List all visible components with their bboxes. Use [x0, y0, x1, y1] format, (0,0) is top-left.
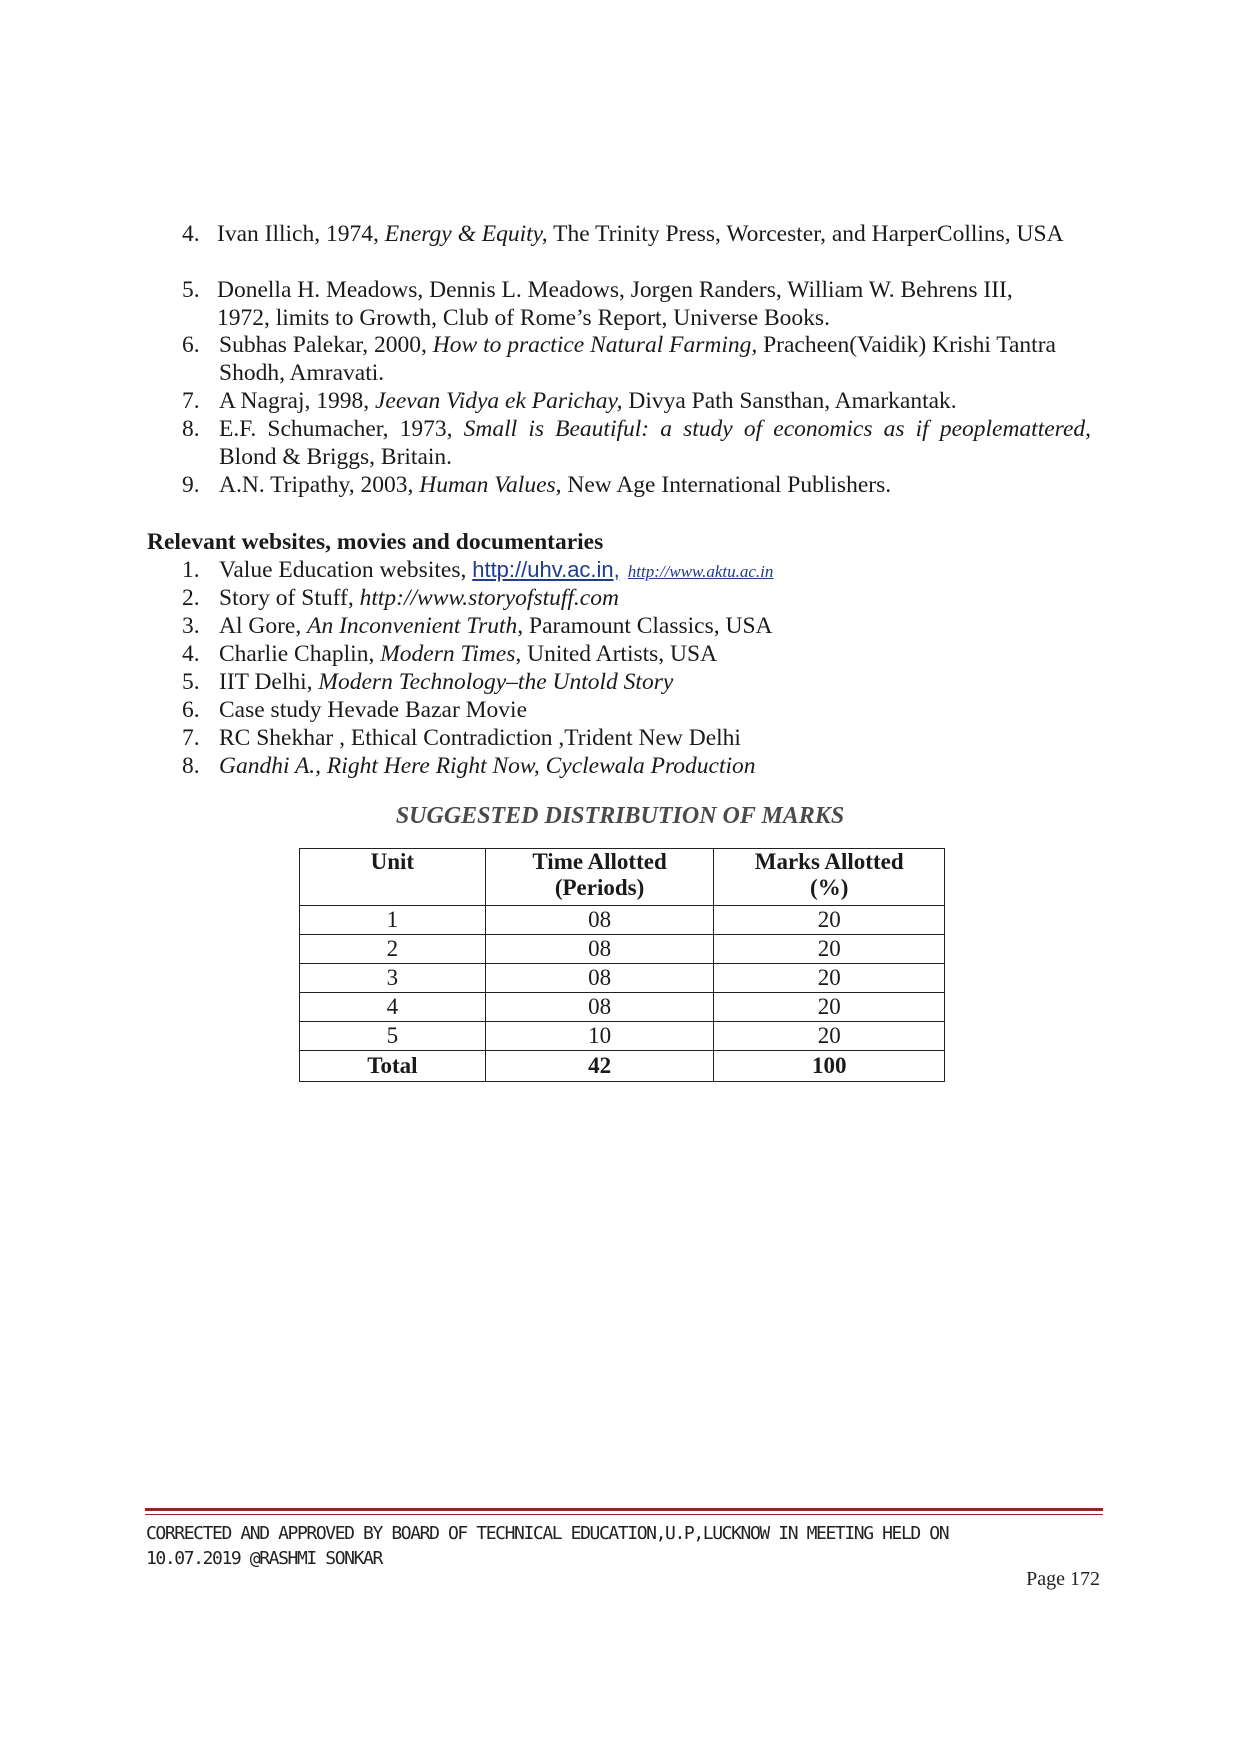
website-text: RC Shekhar , Ethical Contradiction ,Trident New Delhi — [219, 725, 741, 751]
cell-total-label: Total — [300, 1051, 486, 1082]
website-number: 5. — [182, 669, 200, 695]
cell-unit: 4 — [300, 993, 486, 1022]
aktu-link[interactable]: http://www.aktu.ac.in — [627, 562, 774, 581]
website-text: IIT Delhi, Modern Technology–the Untold Story — [219, 669, 674, 695]
header-time-allotted: Time Allotted (Periods) — [485, 849, 714, 906]
website-number: 8. — [182, 753, 200, 779]
website-number: 4. — [182, 641, 200, 667]
cell-unit: 1 — [300, 906, 486, 935]
reference-title: How to practice Natural Farming, — [432, 332, 758, 358]
website-text: Case study Hevade Bazar Movie — [219, 697, 528, 723]
reference-title: Human Values — [419, 472, 556, 498]
website-text: Al Gore, An Inconvenient Truth, Paramount Classics, USA — [219, 613, 773, 639]
table-total-row — [300, 1051, 945, 1082]
cell-marks: 20 — [714, 993, 945, 1022]
uhv-link[interactable]: http://uhv.ac.in, — [472, 557, 620, 582]
reference-number: 6. — [182, 332, 200, 358]
table-row — [300, 906, 945, 935]
website-number: 6. — [182, 697, 200, 723]
reference-title: Jeevan Vidya ek Parichay, — [375, 388, 623, 414]
cell-time: 08 — [485, 906, 714, 935]
footer-line-1: CORRECTED AND APPROVED BY BOARD OF TECHNICAL EDUCATION,U.P,LUCKNOW IN MEETING HELD ON — [146, 1523, 949, 1544]
website-number: 2. — [182, 585, 200, 611]
cell-marks: 20 — [714, 1022, 945, 1051]
reference-text: Donella H. Meadows, Dennis L. Meadows, Jorgen Randers, William W. Behrens III, 1972, limits to Growth, Club of Rome’s Report, Universe Books. — [217, 277, 1013, 331]
page-number: Page 172 — [1026, 1568, 1100, 1590]
website-text: Value Education websites, http://uhv.ac.in, http://www.aktu.ac.in — [219, 557, 774, 583]
marks-table-title: SUGGESTED DISTRIBUTION OF MARKS — [395, 803, 845, 829]
reference-number: 9. — [182, 472, 200, 498]
cell-time: 10 — [485, 1022, 714, 1051]
header-marks-allotted: Marks Allotted (%) — [714, 849, 945, 906]
cell-time: 08 — [485, 964, 714, 993]
reference-text: E.F. Schumacher, 1973, Small is Beautiful: a study of economics as if peoplemattered, Blond & Briggs, Britain. — [219, 416, 1091, 470]
website-text: Story of Stuff, http://www.storyofstuff.com — [219, 585, 619, 611]
table-row — [300, 1022, 945, 1051]
cell-time: 08 — [485, 993, 714, 1022]
table-row — [300, 993, 945, 1022]
reference-number: 8. — [182, 416, 200, 442]
footer-approval-note — [146, 1521, 1106, 1571]
table-header-row — [300, 849, 945, 906]
website-number: 3. — [182, 613, 200, 639]
cell-marks: 20 — [714, 906, 945, 935]
storyofstuff-link[interactable]: http://www.storyofstuff.com — [359, 585, 619, 611]
cell-marks: 20 — [714, 935, 945, 964]
reference-text: Ivan Illich, 1974, Energy & Equity, The Trinity Press, Worcester, and HarperCollins, USA — [217, 221, 1064, 247]
reference-number: 5. — [182, 277, 200, 303]
header-unit: Unit — [300, 849, 486, 906]
cell-total-time: 42 — [485, 1051, 714, 1082]
reference-number: 7. — [182, 388, 200, 414]
website-text: Gandhi A., Right Here Right Now, Cyclewala Production — [219, 753, 756, 779]
reference-number: 4. — [182, 221, 200, 247]
footer-divider-thin — [145, 1514, 1103, 1515]
footer-line-2: 10.07.2019 @RASHMI SONKAR — [146, 1548, 382, 1569]
reference-title: Small is Beautiful: a study of economics as if peoplemattered — [463, 416, 1086, 442]
cell-time: 08 — [485, 935, 714, 964]
reference-text: A.N. Tripathy, 2003, Human Values, New Age International Publishers. — [219, 472, 892, 498]
cell-unit: 5 — [300, 1022, 486, 1051]
reference-text: Subhas Palekar, 2000, How to practice Natural Farming, Pracheen(Vaidik) Krishi Tantra Shodh, Amravati. — [219, 332, 1056, 386]
cell-total-marks: 100 — [714, 1051, 945, 1082]
cell-marks: 20 — [714, 964, 945, 993]
websites-heading: Relevant websites, movies and documentaries — [147, 529, 604, 555]
reference-text: A Nagraj, 1998, Jeevan Vidya ek Parichay, Divya Path Sansthan, Amarkantak. — [219, 388, 957, 414]
cell-unit: 3 — [300, 964, 486, 993]
reference-title: Energy & Equity, — [384, 221, 548, 247]
table-row — [300, 935, 945, 964]
website-number: 7. — [182, 725, 200, 751]
footer-divider — [145, 1508, 1103, 1511]
table-row — [300, 964, 945, 993]
cell-unit: 2 — [300, 935, 486, 964]
website-text: Charlie Chaplin, Modern Times, United Artists, USA — [219, 641, 718, 667]
marks-distribution-table — [299, 848, 945, 1082]
website-number: 1. — [182, 557, 200, 583]
